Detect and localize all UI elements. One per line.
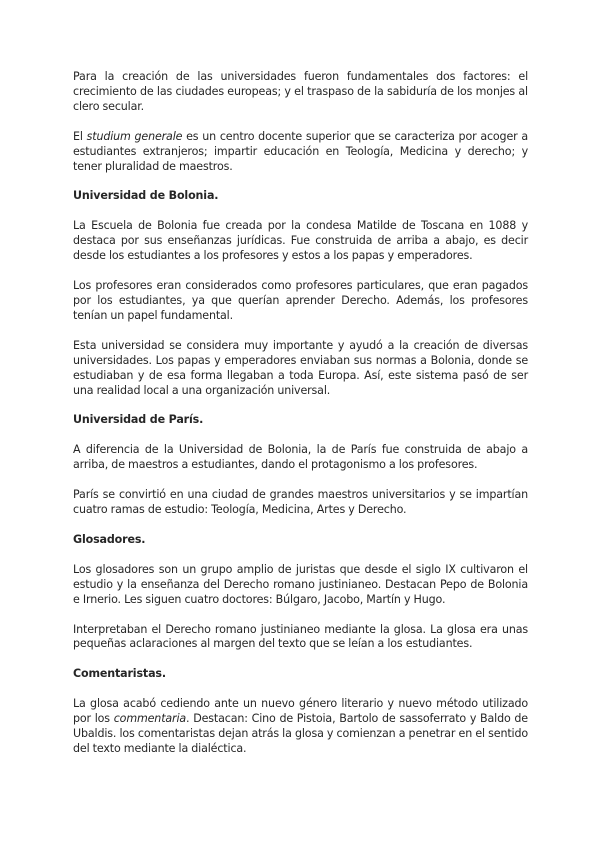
- paragraph-bolonia-importancia: Esta universidad se considera muy importante y ayudó a la creación de diversas universidades. Los papas y emperadores enviaban sus normas a Bolonia, donde se estudiaban y de esa forma llegaban a toda Europa. Así, este sistema pasó de ser una realidad local a una organización universal.: [73, 338, 528, 397]
- paragraph-paris-ramas: París se convirtió en una ciudad de grandes maestros universitarios y se impartían cuatro ramas de estudio: Teología, Medicina, Artes y Derecho.: [73, 488, 528, 517]
- paragraph-paris-estructura: A diferencia de la Universidad de Bolonia, la de París fue construida de abajo a arriba, de maestros a estudiantes, dando el protagonismo a los profesores.: [73, 443, 528, 472]
- paragraph-intro: Para la creación de las universidades fueron fundamentales dos factores: el crecimiento de las ciudades europeas; y el traspaso de la sabiduría de los monjes al clero secular.: [73, 70, 528, 113]
- paragraph-comentaristas: [73, 697, 528, 757]
- paragraph-glosadores-glosa: Interpretaban el Derecho romano justinianeo mediante la glosa. La glosa era unas pequeñas aclaraciones al margen del texto que se leían a los estudiantes.: [73, 622, 528, 651]
- paragraph-glosadores-definicion: Los glosadores son un grupo amplio de juristas que desde el siglo IX cultivaron el estudio y la enseñanza del Derecho romano justinianeo. Destacan Pepo de Bolonia e Irnerio. Les siguen cuatro doctores: Búlgaro, Jacobo, Martín y Hugo.: [73, 562, 528, 606]
- text-segment: es un centro docente superior que se caracteriza por acoger a estudiantes extranjeros; impartir educación en Teología, Medicina y derecho; y tener pluralidad de maestros.: [73, 129, 528, 173]
- heading-glosadores: Glosadores.: [73, 532, 146, 546]
- heading-comentaristas: Comentaristas.: [73, 667, 166, 681]
- heading-universidad-bolonia: Universidad de Bolonia.: [73, 189, 219, 203]
- heading-universidad-paris: Universidad de París.: [73, 413, 204, 427]
- text-segment: . Destacan: Cino de Pistoia, Bartolo de sassoferrato y Baldo de Ubaldis. los comentaristas dejan atrás la glosa y comienzan a penetrar en el sentido del texto mediante la dialéctica.: [73, 712, 528, 755]
- paragraph-bolonia-profesores: Los profesores eran considerados como profesores particulares, que eran pagados por los estudiantes, ya que querían aprender Derecho. Además, los profesores tenían un papel fundamental.: [73, 279, 528, 322]
- paragraph-bolonia-origen: La Escuela de Bolonia fue creada por la condesa Matilde de Toscana en 1088 y destaca por sus enseñanzas jurídicas. Fue construida de arriba a abajo, es decir desde los estudiantes a los profesores y estos a los papas y emperadores.: [73, 219, 528, 263]
- emphasis-studium-generale: studium generale: [86, 129, 183, 143]
- text-segment: El: [73, 129, 87, 143]
- text-segment: La glosa acabó cediendo ante un nuevo género literario y nuevo método utilizado por los: [73, 697, 528, 726]
- emphasis-commentaria: commentaria: [113, 712, 187, 726]
- paragraph-studium-generale: [73, 130, 528, 175]
